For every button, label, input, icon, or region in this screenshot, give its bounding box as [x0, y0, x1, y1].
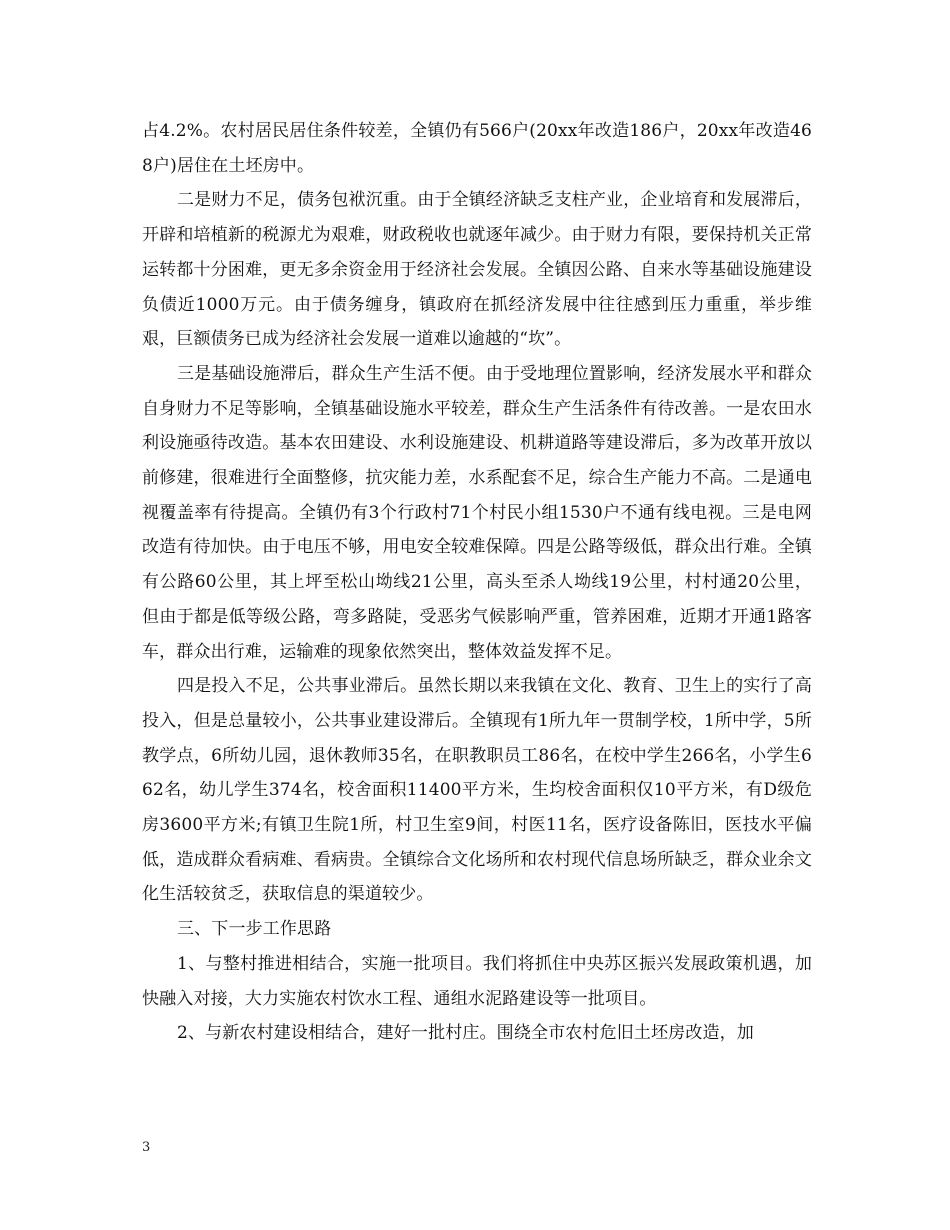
- document-body: [142, 114, 812, 1051]
- paragraph-continuation: 占4.2%。农村居民居住条件较差，全镇仍有566户(20xx年改造186户，20xx年改造468户)居住在土坯房中。: [142, 121, 812, 176]
- page-number: 3: [142, 1140, 151, 1155]
- paragraph-infrastructure: 三是基础设施滞后，群众生产生活不便。由于受地理位置影响，经济发展水平和群众自身财力不足等影响，全镇基础设施水平较差，群众生产生活条件有待改善。一是农田水利设施亟待改造。基本农田建设、水利设施建设、机耕道路等建设滞后，多为改革开放以前修建，很难进行全面整修，抗灾能力差，水系配套不足，综合生产能力不高。二是通电视覆盖率有待提高。全镇仍有3个行政村71个村民小组1530户不通有线电视。三是电网改造有待加快。由于电压不够，用电安全较难保障。四是公路等级低，群众出行难。全镇有公路60公里，其上坪至松山坳线21公里，高头至杀人坳线19公里，村村通20公里，但由于都是低等级公路，弯多路陡，受恶劣气候影响严重，管养困难，近期才开通1路客车，群众出行难，运输难的现象依然突出，整体效益发挥不足。: [142, 363, 812, 662]
- paragraph-item-2: 2、与新农村建设相结合，建好一批村庄。围绕全市农村危旧土坯房改造，加: [177, 1023, 754, 1044]
- section-heading-next-steps: 三、下一步工作思路: [177, 919, 332, 940]
- paragraph-financial-shortage: 二是财力不足，债务包袱沉重。由于全镇经济缺乏支柱产业，企业培育和发展滞后，开辟和培植新的税源尤为艰难，财政税收也就逐年减少。由于财力有限，要保持机关正常运转都十分困难，更无多余资金用于经济社会发展。全镇因公路、自来水等基础设施建设负债近1000万元。由于债务缠身，镇政府在抓经济发展中往往感到压力重重，举步维艰，巨额债务已成为经济社会发展一道难以逾越的“坎”。: [142, 190, 812, 350]
- paragraph-item-1: 1、与整村推进相结合，实施一批项目。我们将抓住中央苏区振兴发展政策机遇，加快融入对接，大力实施农村饮水工程、通组水泥路建设等一批项目。: [142, 953, 812, 1009]
- paragraph-public-services: 四是投入不足，公共事业滞后。虽然长期以来我镇在文化、教育、卫生上的实行了高投入，但是总量较小，公共事业建设滞后。全镇现有1所九年一贯制学校，1所中学，5所教学点，6所幼儿园，退休教师35名，在职教职员工86名，在校中学生266名，小学生662名，幼儿学生374名，校舍面积11400平方米，生均校舍面积仅10平方米，有D级危房3600平方米;有镇卫生院1所，村卫生室9间，村医11名，医疗设备陈旧，医技水平偏低，造成群众看病难、看病贵。全镇综合文化场所和农村现代信息场所缺乏，群众业余文化生活较贫乏，获取信息的渠道较少。: [142, 676, 812, 905]
